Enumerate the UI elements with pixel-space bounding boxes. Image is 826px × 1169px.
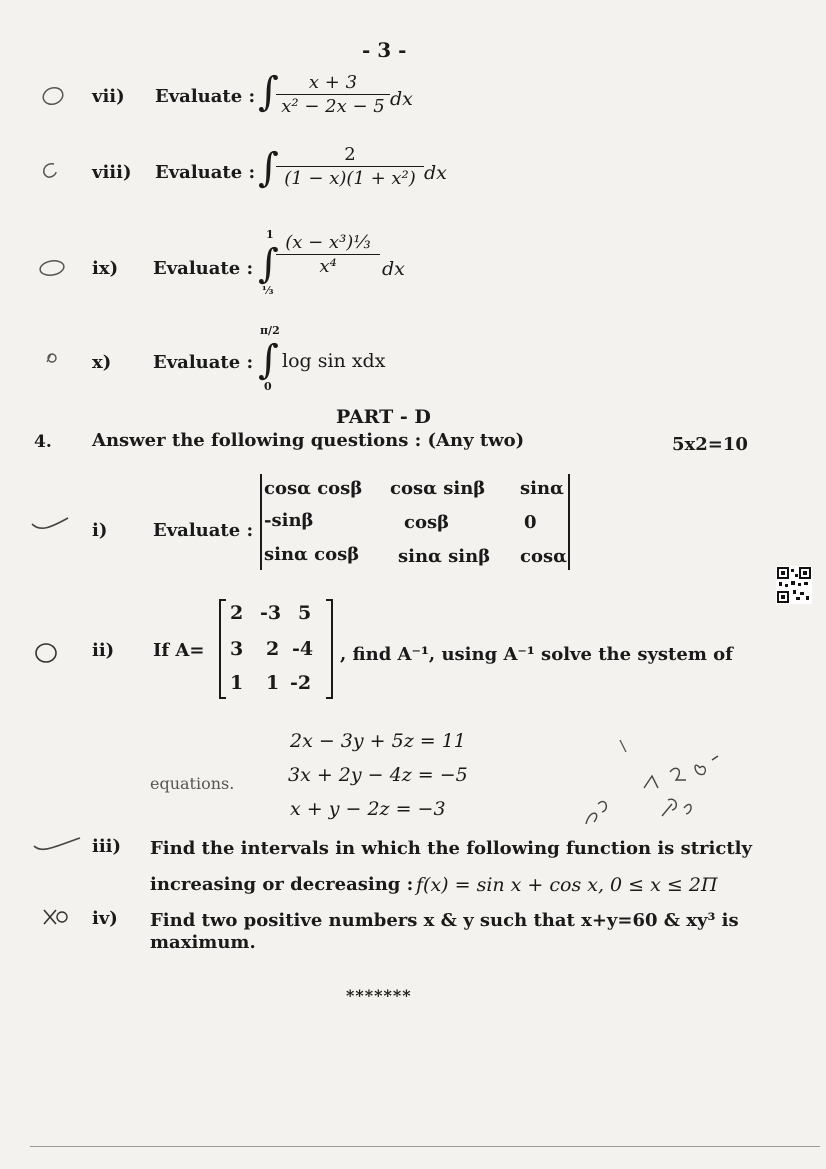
det-cell: cosβ [404, 512, 450, 533]
numerator-ix: (x − x³)⅓ [276, 232, 380, 255]
integral-sign-x: ∫ [258, 337, 279, 383]
handwritten-tick-mark [32, 834, 82, 856]
question-number-ii: ii) [92, 640, 115, 661]
if-a-prefix: If A= [153, 640, 205, 661]
end-marker: ******* [346, 986, 412, 1005]
iv-line-1: Find two positive numbers x & y such that x+y=60 & xy³ is [150, 910, 739, 931]
equation-1: 2x − 3y + 5z = 11 [290, 730, 466, 752]
bottom-divider [30, 1146, 820, 1147]
integral-sign-viii: ∫ [258, 145, 279, 191]
iii-line-1: Find the intervals in which the following function is strictly [150, 838, 752, 859]
handwritten-circle-mark [32, 640, 60, 666]
evaluate-label-viii: Evaluate : [155, 162, 256, 183]
dx-ix: dx [382, 258, 405, 280]
det-cell: cosα cosβ [264, 478, 363, 499]
matrix-cell: -2 [290, 672, 312, 694]
det-cell: 0 [524, 512, 537, 533]
det-cell: cosα [520, 546, 567, 567]
upper-limit-x: π/2 [260, 324, 280, 337]
det-cell: sinα cosβ [264, 544, 360, 565]
handwritten-cross-mark [42, 906, 72, 928]
qr-code-icon [776, 566, 812, 604]
page-number: - 3 - [362, 38, 407, 62]
lower-limit-ix: ⅓ [262, 284, 274, 297]
handwritten-tick-mark [30, 514, 72, 536]
matrix-cell: -3 [260, 602, 282, 624]
matrix-cell: 2 [230, 602, 244, 624]
iv-line-2: maximum. [150, 932, 256, 953]
handwritten-circle-mark [44, 350, 62, 366]
matrix-cell: -4 [292, 638, 314, 660]
handwritten-circle-mark [38, 84, 68, 108]
evaluate-label-i: Evaluate : [153, 520, 254, 541]
question-number-x: x) [92, 352, 112, 373]
question-number-ix: ix) [92, 258, 119, 279]
numerator-vii: x + 3 [276, 72, 390, 95]
denominator-ix: x⁴ [319, 256, 337, 277]
expression-x: log sin xdx [282, 350, 386, 372]
fraction-ix [276, 232, 380, 277]
denominator-vii: x² − 2x − 5 [281, 96, 385, 117]
handwritten-scribbles [580, 738, 750, 834]
matrix-cell: 3 [230, 638, 244, 660]
question-number-i: i) [92, 520, 108, 541]
iii-line-2: increasing or decreasing : [150, 874, 414, 895]
matrix-cell: 2 [266, 638, 280, 660]
integral-sign-ix: ∫ [258, 241, 279, 287]
numerator-viii: 2 [276, 144, 424, 167]
upper-limit-ix: 1 [266, 228, 274, 241]
det-cell: cosα sinβ [390, 478, 486, 499]
equation-3: x + y − 2z = −3 [290, 798, 446, 820]
iii-function: f(x) = sin x + cos x, 0 ≤ x ≤ 2Π [416, 874, 718, 896]
denominator-viii: (1 − x)(1 + x²) [284, 168, 416, 189]
matrix-cell: 1 [266, 672, 280, 694]
determinant-left-bar [260, 474, 262, 570]
matrix-cell: 5 [298, 602, 312, 624]
matrix-question-text: , find A⁻¹, using A⁻¹ solve the system of [340, 644, 733, 665]
question-number-vii: vii) [92, 86, 125, 107]
det-cell: sinα sinβ [398, 546, 491, 567]
dx-viii: dx [424, 162, 447, 184]
part-d-instruction: Answer the following questions : (Any two) [92, 430, 525, 451]
question-number-iv: iv) [92, 908, 118, 929]
integral-sign-vii: ∫ [258, 69, 279, 115]
lower-limit-x: 0 [264, 380, 272, 393]
handwritten-circle-mark [36, 256, 68, 280]
fraction-vii [276, 72, 390, 117]
matrix-cell: 1 [230, 672, 244, 694]
equations-label: equations. [150, 774, 235, 793]
question-number-viii: viii) [92, 162, 132, 183]
part-d-marks: 5x2=10 [672, 434, 748, 455]
question-number-iii: iii) [92, 836, 122, 857]
det-cell: -sinβ [264, 510, 314, 531]
evaluate-label-x: Evaluate : [153, 352, 254, 373]
det-cell: sinα [520, 478, 564, 499]
evaluate-label-vii: Evaluate : [155, 86, 256, 107]
equation-2: 3x + 2y − 4z = −5 [288, 764, 468, 786]
dx-vii: dx [390, 88, 413, 110]
fraction-viii [276, 144, 424, 189]
evaluate-label-ix: Evaluate : [153, 258, 254, 279]
question-number-4: 4. [34, 432, 52, 452]
part-d-title: PART - D [336, 406, 431, 428]
determinant-right-bar [568, 474, 570, 570]
handwritten-circle-mark [36, 160, 64, 182]
